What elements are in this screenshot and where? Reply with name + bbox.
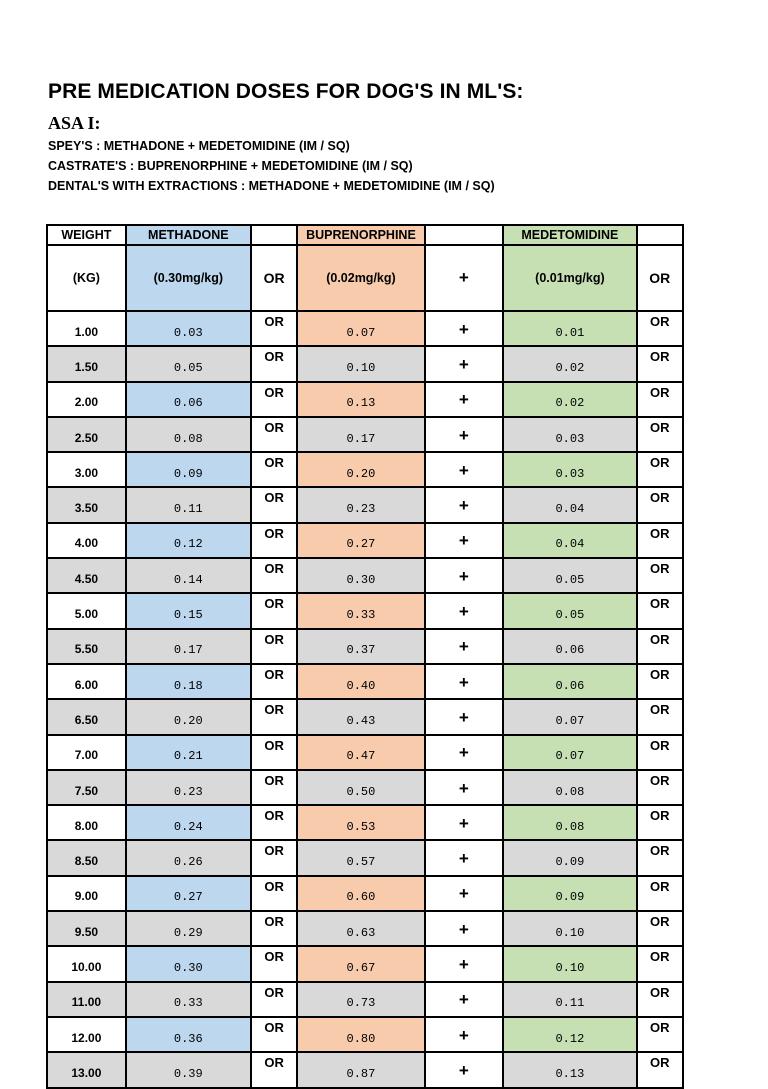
- or-cell-2: OR: [637, 805, 683, 840]
- medetomidine-dose-rate: (0.01mg/kg): [503, 245, 636, 311]
- or-cell: OR: [251, 487, 297, 522]
- weight-cell: 3.50: [47, 487, 126, 522]
- plus-cell: +: [425, 558, 504, 593]
- plus-cell: +: [425, 735, 504, 770]
- table-row: [47, 382, 683, 417]
- methadone-cell: 0.23: [126, 770, 251, 805]
- buprenorphine-cell: 0.13: [297, 382, 424, 417]
- header-row: [47, 225, 683, 245]
- page-title: PRE MEDICATION DOSES FOR DOG'S IN ML'S:: [48, 80, 524, 103]
- or-cell-2: OR: [637, 876, 683, 911]
- or-cell-2: OR: [637, 946, 683, 981]
- medetomidine-cell: 0.11: [503, 982, 636, 1017]
- table-row: [47, 346, 683, 381]
- plus-cell: +: [425, 805, 504, 840]
- or-cell-2: OR: [637, 982, 683, 1017]
- weight-cell: 4.50: [47, 558, 126, 593]
- medetomidine-cell: 0.03: [503, 417, 636, 452]
- buprenorphine-cell: 0.43: [297, 699, 424, 734]
- plus-cell: +: [425, 840, 504, 875]
- subheader-row: [47, 245, 683, 311]
- table-row: [47, 664, 683, 699]
- methadone-dose-rate: (0.30mg/kg): [126, 245, 251, 311]
- weight-cell: 13.00: [47, 1052, 126, 1087]
- or-cell-2: OR: [637, 382, 683, 417]
- or-cell: OR: [251, 452, 297, 487]
- medetomidine-cell: 0.02: [503, 346, 636, 381]
- plus-cell: +: [425, 629, 504, 664]
- methadone-cell: 0.03: [126, 311, 251, 346]
- or-cell: OR: [251, 346, 297, 381]
- or-cell: OR: [251, 311, 297, 346]
- weight-cell: 4.00: [47, 523, 126, 558]
- or-cell-2: OR: [637, 664, 683, 699]
- table-row: [47, 629, 683, 664]
- table-row: [47, 558, 683, 593]
- plus-header-blank: [425, 225, 504, 245]
- buprenorphine-cell: 0.57: [297, 840, 424, 875]
- plus-cell: +: [425, 487, 504, 522]
- or-cell: OR: [251, 699, 297, 734]
- weight-cell: 2.50: [47, 417, 126, 452]
- table-row: [47, 311, 683, 346]
- table-row: [47, 487, 683, 522]
- weight-cell: 7.50: [47, 770, 126, 805]
- medetomidine-cell: 0.06: [503, 664, 636, 699]
- table-row: [47, 876, 683, 911]
- or-cell-2: OR: [637, 840, 683, 875]
- table-row: [47, 946, 683, 981]
- table-row: [47, 911, 683, 946]
- weight-header: WEIGHT: [47, 225, 126, 245]
- weight-cell: 1.50: [47, 346, 126, 381]
- or-cell-2: OR: [637, 699, 683, 734]
- methadone-cell: 0.05: [126, 346, 251, 381]
- methadone-cell: 0.30: [126, 946, 251, 981]
- plus-cell: +: [425, 770, 504, 805]
- methadone-cell: 0.08: [126, 417, 251, 452]
- table-row: [47, 805, 683, 840]
- buprenorphine-cell: 0.40: [297, 664, 424, 699]
- weight-cell: 5.00: [47, 593, 126, 628]
- buprenorphine-cell: 0.47: [297, 735, 424, 770]
- or-cell-2: OR: [637, 770, 683, 805]
- or-cell: OR: [251, 664, 297, 699]
- or-cell-2: OR: [637, 487, 683, 522]
- plus-cell: +: [425, 946, 504, 981]
- weight-cell: 5.50: [47, 629, 126, 664]
- methadone-cell: 0.27: [126, 876, 251, 911]
- table-row: [47, 735, 683, 770]
- table-row: [47, 417, 683, 452]
- weight-cell: 9.00: [47, 876, 126, 911]
- or-cell: OR: [251, 946, 297, 981]
- or-cell: OR: [251, 840, 297, 875]
- table-row: [47, 770, 683, 805]
- or-cell-2: OR: [637, 523, 683, 558]
- methadone-cell: 0.24: [126, 805, 251, 840]
- or-cell-2: OR: [637, 346, 683, 381]
- or-cell-2: OR: [637, 735, 683, 770]
- medetomidine-cell: 0.04: [503, 487, 636, 522]
- or-cell-2: OR: [637, 1017, 683, 1052]
- plus-cell: +: [425, 382, 504, 417]
- methadone-cell: 0.39: [126, 1052, 251, 1087]
- medetomidine-cell: 0.07: [503, 735, 636, 770]
- protocol-castrate: CASTRATE'S : BUPRENORPHINE + MEDETOMIDINE (IM / SQ): [48, 159, 413, 173]
- plus-cell: +: [425, 1017, 504, 1052]
- or-cell-2: OR: [637, 911, 683, 946]
- table-row: [47, 593, 683, 628]
- weight-cell: 6.50: [47, 699, 126, 734]
- medetomidine-cell: 0.05: [503, 558, 636, 593]
- or-cell-2: OR: [637, 629, 683, 664]
- methadone-cell: 0.11: [126, 487, 251, 522]
- medetomidine-cell: 0.06: [503, 629, 636, 664]
- medetomidine-cell: 0.07: [503, 699, 636, 734]
- buprenorphine-cell: 0.10: [297, 346, 424, 381]
- protocol-spey: SPEY'S : METHADONE + MEDETOMIDINE (IM / SQ): [48, 139, 350, 153]
- or-cell: OR: [251, 735, 297, 770]
- weight-cell: 2.00: [47, 382, 126, 417]
- plus-cell: +: [425, 664, 504, 699]
- medetomidine-cell: 0.12: [503, 1017, 636, 1052]
- or-cell: OR: [251, 770, 297, 805]
- protocol-list: [48, 136, 495, 196]
- table-row: [47, 982, 683, 1017]
- buprenorphine-cell: 0.67: [297, 946, 424, 981]
- weight-cell: 3.00: [47, 452, 126, 487]
- or-cell-2: OR: [637, 1052, 683, 1087]
- plus-cell: +: [425, 876, 504, 911]
- methadone-cell: 0.06: [126, 382, 251, 417]
- weight-unit: (KG): [47, 245, 126, 311]
- or-cell: OR: [251, 1017, 297, 1052]
- plus-cell: +: [425, 982, 504, 1017]
- buprenorphine-cell: 0.80: [297, 1017, 424, 1052]
- methadone-cell: 0.12: [126, 523, 251, 558]
- weight-cell: 8.00: [47, 805, 126, 840]
- or-cell-2: OR: [637, 311, 683, 346]
- protocol-dental: DENTAL'S WITH EXTRACTIONS : METHADONE + MEDETOMIDINE (IM / SQ): [48, 179, 495, 193]
- buprenorphine-cell: 0.87: [297, 1052, 424, 1087]
- or-cell: OR: [251, 1052, 297, 1087]
- or-label: OR: [251, 245, 297, 311]
- medetomidine-cell: 0.05: [503, 593, 636, 628]
- plus-cell: +: [425, 311, 504, 346]
- or-cell: OR: [251, 911, 297, 946]
- or-cell-2: OR: [637, 452, 683, 487]
- plus-cell: +: [425, 593, 504, 628]
- or-header-blank: [251, 225, 297, 245]
- methadone-cell: 0.26: [126, 840, 251, 875]
- medetomidine-header: MEDETOMIDINE: [503, 225, 636, 245]
- methadone-cell: 0.20: [126, 699, 251, 734]
- plus-cell: +: [425, 346, 504, 381]
- or-cell: OR: [251, 523, 297, 558]
- or-cell-2: OR: [637, 593, 683, 628]
- medetomidine-cell: 0.09: [503, 840, 636, 875]
- plus-label: +: [425, 245, 504, 311]
- medetomidine-cell: 0.04: [503, 523, 636, 558]
- plus-cell: +: [425, 452, 504, 487]
- medetomidine-cell: 0.10: [503, 946, 636, 981]
- table-row: [47, 1017, 683, 1052]
- methadone-cell: 0.14: [126, 558, 251, 593]
- buprenorphine-cell: 0.73: [297, 982, 424, 1017]
- or-cell: OR: [251, 876, 297, 911]
- buprenorphine-cell: 0.33: [297, 593, 424, 628]
- medetomidine-cell: 0.03: [503, 452, 636, 487]
- methadone-cell: 0.33: [126, 982, 251, 1017]
- buprenorphine-dose-rate: (0.02mg/kg): [297, 245, 424, 311]
- dose-table: [46, 224, 684, 1089]
- buprenorphine-cell: 0.27: [297, 523, 424, 558]
- or-header-blank-2: [637, 225, 683, 245]
- methadone-cell: 0.18: [126, 664, 251, 699]
- table-row: [47, 699, 683, 734]
- medetomidine-cell: 0.13: [503, 1052, 636, 1087]
- buprenorphine-header: BUPRENORPHINE: [297, 225, 424, 245]
- weight-cell: 10.00: [47, 946, 126, 981]
- weight-cell: 1.00: [47, 311, 126, 346]
- weight-cell: 12.00: [47, 1017, 126, 1052]
- medetomidine-cell: 0.08: [503, 805, 636, 840]
- methadone-cell: 0.15: [126, 593, 251, 628]
- buprenorphine-cell: 0.07: [297, 311, 424, 346]
- or-cell: OR: [251, 382, 297, 417]
- medetomidine-cell: 0.01: [503, 311, 636, 346]
- buprenorphine-cell: 0.53: [297, 805, 424, 840]
- asa-heading: ASA I:: [48, 113, 101, 133]
- weight-cell: 7.00: [47, 735, 126, 770]
- plus-cell: +: [425, 417, 504, 452]
- buprenorphine-cell: 0.23: [297, 487, 424, 522]
- methadone-cell: 0.21: [126, 735, 251, 770]
- medetomidine-cell: 0.08: [503, 770, 636, 805]
- or-cell-2: OR: [637, 558, 683, 593]
- methadone-header: METHADONE: [126, 225, 251, 245]
- plus-cell: +: [425, 523, 504, 558]
- buprenorphine-cell: 0.60: [297, 876, 424, 911]
- buprenorphine-cell: 0.17: [297, 417, 424, 452]
- or-label-2: OR: [637, 245, 683, 311]
- or-cell: OR: [251, 629, 297, 664]
- weight-cell: 6.00: [47, 664, 126, 699]
- or-cell: OR: [251, 558, 297, 593]
- buprenorphine-cell: 0.20: [297, 452, 424, 487]
- plus-cell: +: [425, 699, 504, 734]
- buprenorphine-cell: 0.63: [297, 911, 424, 946]
- weight-cell: 9.50: [47, 911, 126, 946]
- plus-cell: +: [425, 911, 504, 946]
- or-cell-2: OR: [637, 417, 683, 452]
- methadone-cell: 0.29: [126, 911, 251, 946]
- methadone-cell: 0.36: [126, 1017, 251, 1052]
- medetomidine-cell: 0.10: [503, 911, 636, 946]
- plus-cell: +: [425, 1052, 504, 1087]
- weight-cell: 8.50: [47, 840, 126, 875]
- or-cell: OR: [251, 805, 297, 840]
- table-row: [47, 523, 683, 558]
- weight-cell: 11.00: [47, 982, 126, 1017]
- medetomidine-cell: 0.02: [503, 382, 636, 417]
- medetomidine-cell: 0.09: [503, 876, 636, 911]
- or-cell: OR: [251, 593, 297, 628]
- table-row: [47, 452, 683, 487]
- table-row: [47, 840, 683, 875]
- buprenorphine-cell: 0.50: [297, 770, 424, 805]
- or-cell: OR: [251, 417, 297, 452]
- buprenorphine-cell: 0.30: [297, 558, 424, 593]
- methadone-cell: 0.09: [126, 452, 251, 487]
- table-row: [47, 1052, 683, 1087]
- buprenorphine-cell: 0.37: [297, 629, 424, 664]
- or-cell: OR: [251, 982, 297, 1017]
- methadone-cell: 0.17: [126, 629, 251, 664]
